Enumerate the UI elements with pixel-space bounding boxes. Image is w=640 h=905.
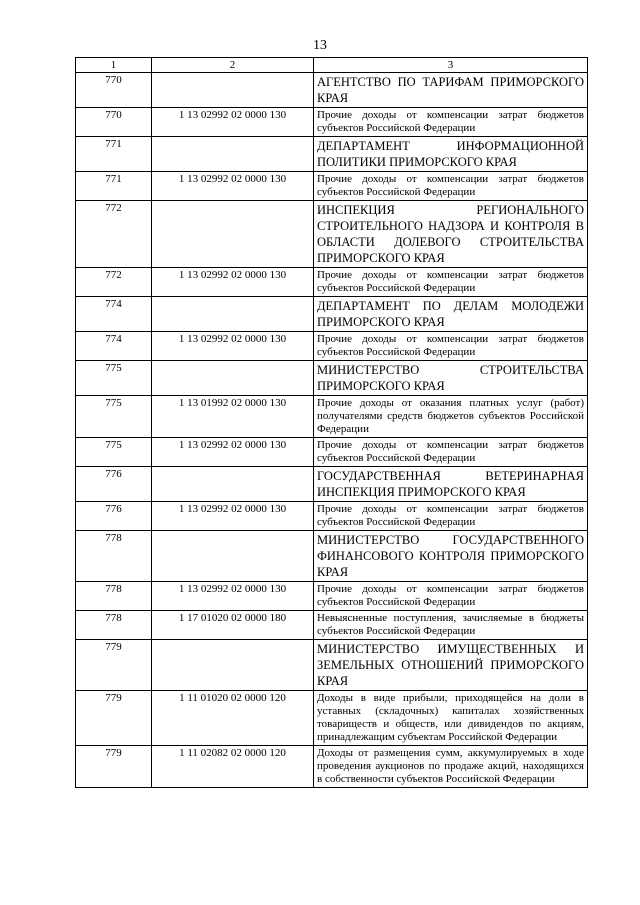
cell-revenue-description xyxy=(314,268,588,297)
table-body xyxy=(76,73,588,788)
cell-revenue-code xyxy=(152,201,314,268)
table-row xyxy=(76,137,588,172)
revenue-description-text: Прочие доходы от компенсации затрат бюджетов субъектов Российской Федерации xyxy=(317,173,584,198)
table-row xyxy=(76,396,588,438)
page-number: 13 xyxy=(313,38,327,53)
cell-admin-code: 776 xyxy=(76,502,152,531)
cell-revenue-description xyxy=(314,438,588,467)
revenue-description-text: Доходы от размещения сумм, аккумулируемых в ходе проведения аукционов по продаже акций, находящихся в собственности субъектов Российской Федерации xyxy=(317,747,584,785)
cell-organization-name xyxy=(314,201,588,268)
cell-organization-name xyxy=(314,531,588,582)
cell-revenue-code: 1 13 02992 02 0000 130 xyxy=(152,268,314,297)
cell-organization-name xyxy=(314,640,588,691)
cell-revenue-code xyxy=(152,640,314,691)
cell-organization-name xyxy=(314,361,588,396)
table-row xyxy=(76,297,588,332)
cell-revenue-code xyxy=(152,531,314,582)
cell-revenue-code: 1 11 01020 02 0000 120 xyxy=(152,691,314,746)
cell-admin-code: 778 xyxy=(76,531,152,582)
cell-admin-code: 776 xyxy=(76,467,152,502)
organization-name-text: МИНИСТЕРСТВО СТРОИТЕЛЬСТВА ПРИМОРСКОГО КРАЯ xyxy=(317,363,584,393)
cell-admin-code: 779 xyxy=(76,746,152,788)
column-header-1: 1 xyxy=(76,58,152,73)
cell-organization-name xyxy=(314,297,588,332)
cell-revenue-code xyxy=(152,467,314,502)
cell-admin-code: 772 xyxy=(76,268,152,297)
table-row xyxy=(76,582,588,611)
table-row xyxy=(76,746,588,788)
table-row xyxy=(76,172,588,201)
cell-revenue-description xyxy=(314,108,588,137)
table-row xyxy=(76,268,588,297)
organization-name-text: ДЕПАРТАМЕНТ ИНФОРМАЦИОННОЙ ПОЛИТИКИ ПРИМОРСКОГО КРАЯ xyxy=(317,139,584,169)
organization-name-text: МИНИСТЕРСТВО ГОСУДАРСТВЕННОГО ФИНАНСОВОГО КОНТРОЛЯ ПРИМОРСКОГО КРАЯ xyxy=(317,533,584,579)
table-header-row xyxy=(76,58,588,73)
cell-organization-name xyxy=(314,467,588,502)
cell-revenue-code: 1 11 02082 02 0000 120 xyxy=(152,746,314,788)
cell-revenue-code xyxy=(152,137,314,172)
cell-admin-code: 774 xyxy=(76,332,152,361)
revenue-description-text: Прочие доходы от компенсации затрат бюджетов субъектов Российской Федерации xyxy=(317,503,584,528)
table-row xyxy=(76,640,588,691)
cell-revenue-code: 1 13 02992 02 0000 130 xyxy=(152,172,314,201)
column-header-2: 2 xyxy=(152,58,314,73)
cell-admin-code: 770 xyxy=(76,73,152,108)
table-row xyxy=(76,611,588,640)
cell-revenue-description xyxy=(314,582,588,611)
table-row xyxy=(76,502,588,531)
cell-admin-code: 775 xyxy=(76,396,152,438)
revenue-description-text: Прочие доходы от компенсации затрат бюджетов субъектов Российской Федерации xyxy=(317,109,584,134)
organization-name-text: ДЕПАРТАМЕНТ ПО ДЕЛАМ МОЛОДЕЖИ ПРИМОРСКОГО КРАЯ xyxy=(317,299,584,329)
cell-revenue-description xyxy=(314,691,588,746)
table-row xyxy=(76,438,588,467)
table-header xyxy=(76,58,588,73)
cell-revenue-description xyxy=(314,746,588,788)
cell-revenue-code xyxy=(152,297,314,332)
cell-admin-code: 774 xyxy=(76,297,152,332)
table-row xyxy=(76,361,588,396)
table-row xyxy=(76,332,588,361)
revenue-description-text: Прочие доходы от компенсации затрат бюджетов субъектов Российской Федерации xyxy=(317,439,584,464)
organization-name-text: АГЕНТСТВО ПО ТАРИФАМ ПРИМОРСКОГО КРАЯ xyxy=(317,75,584,105)
organization-name-text: ГОСУДАРСТВЕННАЯ ВЕТЕРИНАРНАЯ ИНСПЕКЦИЯ ПРИМОРСКОГО КРАЯ xyxy=(317,469,584,499)
cell-revenue-code: 1 13 02992 02 0000 130 xyxy=(152,438,314,467)
revenue-description-text: Прочие доходы от компенсации затрат бюджетов субъектов Российской Федерации xyxy=(317,333,584,358)
cell-revenue-code: 1 13 02992 02 0000 130 xyxy=(152,582,314,611)
revenue-description-text: Прочие доходы от оказания платных услуг (работ) получателями средств бюджетов субъектов Российской Федерации xyxy=(317,397,584,435)
table-row xyxy=(76,531,588,582)
cell-revenue-code xyxy=(152,361,314,396)
cell-admin-code: 775 xyxy=(76,361,152,396)
cell-admin-code: 771 xyxy=(76,172,152,201)
cell-revenue-description xyxy=(314,502,588,531)
cell-organization-name xyxy=(314,137,588,172)
cell-revenue-description xyxy=(314,332,588,361)
cell-admin-code: 772 xyxy=(76,201,152,268)
table-row xyxy=(76,467,588,502)
table-row xyxy=(76,201,588,268)
revenue-description-text: Прочие доходы от компенсации затрат бюджетов субъектов Российской Федерации xyxy=(317,269,584,294)
cell-revenue-code: 1 13 02992 02 0000 130 xyxy=(152,332,314,361)
cell-revenue-description xyxy=(314,611,588,640)
cell-revenue-description xyxy=(314,396,588,438)
cell-admin-code: 779 xyxy=(76,640,152,691)
revenue-description-text: Невыясненные поступления, зачисляемые в бюджеты субъектов Российской Федерации xyxy=(317,612,584,637)
cell-revenue-code: 1 13 02992 02 0000 130 xyxy=(152,108,314,137)
cell-admin-code: 778 xyxy=(76,582,152,611)
cell-revenue-code xyxy=(152,73,314,108)
organization-name-text: МИНИСТЕРСТВО ИМУЩЕСТВЕННЫХ И ЗЕМЕЛЬНЫХ ОТНОШЕНИЙ ПРИМОРСКОГО КРАЯ xyxy=(317,642,584,688)
table-row xyxy=(76,108,588,137)
revenue-codes-table xyxy=(75,57,588,788)
cell-admin-code: 778 xyxy=(76,611,152,640)
revenue-description-text: Доходы в виде прибыли, приходящейся на доли в уставных (складочных) капиталах хозяйственных товариществ и обществ, или дивидендов по акциям, принадлежащим субъектам Российской Федерации xyxy=(317,692,584,743)
column-header-3: 3 xyxy=(314,58,588,73)
cell-revenue-code: 1 13 02992 02 0000 130 xyxy=(152,502,314,531)
revenue-description-text: Прочие доходы от компенсации затрат бюджетов субъектов Российской Федерации xyxy=(317,583,584,608)
organization-name-text: ИНСПЕКЦИЯ РЕГИОНАЛЬНОГО СТРОИТЕЛЬНОГО НАДЗОРА И КОНТРОЛЯ В ОБЛАСТИ ДОЛЕВОГО СТРОИТЕЛЬСТВА ПРИМОРСКОГО КРАЯ xyxy=(317,203,584,265)
cell-revenue-code: 1 13 01992 02 0000 130 xyxy=(152,396,314,438)
cell-revenue-description xyxy=(314,172,588,201)
cell-admin-code: 779 xyxy=(76,691,152,746)
table-row xyxy=(76,73,588,108)
cell-admin-code: 771 xyxy=(76,137,152,172)
cell-admin-code: 775 xyxy=(76,438,152,467)
cell-revenue-code: 1 17 01020 02 0000 180 xyxy=(152,611,314,640)
table-row xyxy=(76,691,588,746)
cell-admin-code: 770 xyxy=(76,108,152,137)
cell-organization-name xyxy=(314,73,588,108)
